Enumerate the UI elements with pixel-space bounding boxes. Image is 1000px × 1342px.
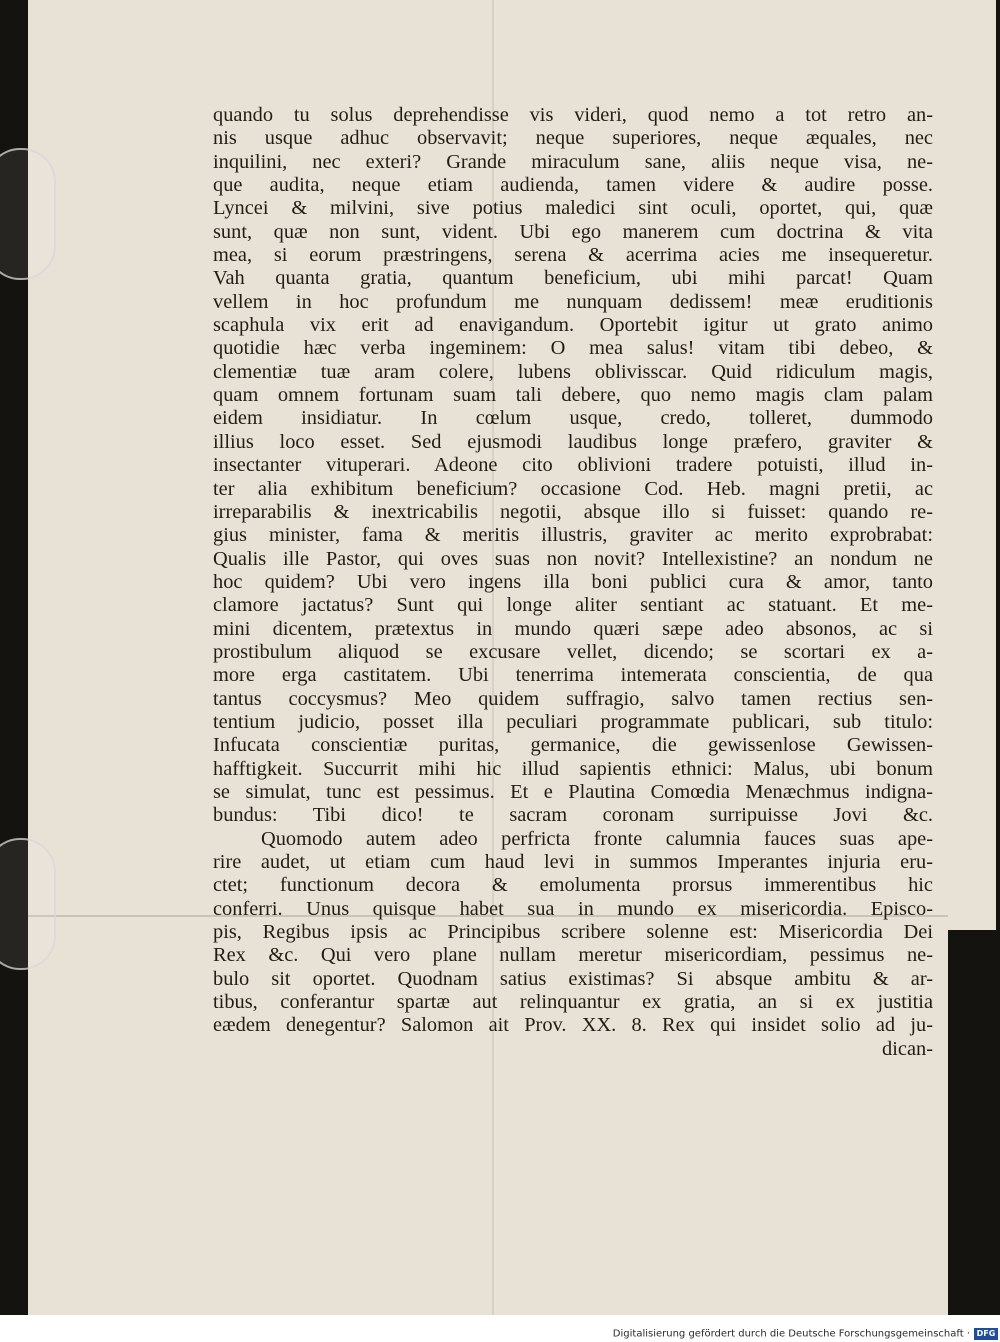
text-line: pis, Regibus ipsis ac Principibus scribere solenne est: Misericordia Dei [213,921,933,944]
text-line: inquilini, nec exteri? Grande miraculum sane, aliis neque visa, ne- [213,150,933,173]
dfg-logo: DFG [974,1328,998,1340]
text-line: eidem insidiatur. In cœlum usque, credo, tolleret, dummodo [213,407,933,430]
text-line: mini dicentem, prætextus in mundo quæri sæpe adeo absonos, ac si [213,617,933,640]
text-line: Vah quanta gratia, quantum beneficium, ubi mihi parcat! Quam [213,267,933,290]
text-line: quando tu solus deprehendisse vis videri, quod nemo a tot retro an- [213,104,933,126]
torn-corner [948,930,1000,1315]
text-line: Qualis ille Pastor, qui oves suas non novit? Intellexistine? an nondum ne [213,547,933,570]
text-line: tentium judicio, posset illa peculiari programmate publicari, sub titulo: [213,710,933,733]
text-line: Rex &c. Qui vero plane nullam meretur misericordiam, pessimus ne- [213,944,933,967]
text-line: hoc quidem? Ubi vero ingens illa boni publici cura & amor, tanto [213,570,933,593]
text-line: bulo sit oportet. Quodnam satius existimas? Si absque ambitu & ar- [213,967,933,990]
text-line: nis usque adhuc observavit; neque superiores, neque æquales, nec [213,127,933,150]
text-line: conferri. Unus quisque habet sua in mundo ex misericordia. Episco- [213,897,933,920]
text-line: mea, si eorum præstringens, serena & acerrima acies me insequeretur. [213,244,933,267]
text-line: quotidie hæc verba ingeminem: O mea salus! vitam tibi debeo, & [213,337,933,360]
text-line: prostibulum aliquod se excusare vellet, dicendo; se scortari ex a- [213,640,933,663]
text-line: Infucata conscientiæ puritas, germanice, die gewissenlose Gewissen- [213,734,933,757]
text-line: gius minister, fama & meritis illustris, graviter ac merito exprobrabat: [213,524,933,547]
paper-clip-icon [0,148,56,280]
text-line: quam omnem fortunam suam tali debere, quo nemo magis clam palam [213,384,933,407]
text-line: tibus, conferantur spartæ aut relinquantur ex gratia, an si ex justitia [213,991,933,1014]
text-line: clementiæ tuæ aram colere, lubens oblivisscar. Quid ridiculum magis, [213,360,933,383]
text-line: illius loco esset. Sed ejusmodi laudibus longe præfero, graviter & [213,430,933,453]
text-line: ctet; functionum decora & emolumenta prorsus immerentibus hic [213,874,933,897]
text-line: bundus: Tibi dico! te sacram coronam surripuisse Jovi &c. [213,804,933,827]
text-line: insectanter vituperari. Adeone cito oblivioni tradere potuisti, illud in- [213,454,933,477]
text-line: clamore jactatus? Sunt qui longe aliter sentiant ac statuant. Et me- [213,594,933,617]
digitization-credit: Digitalisierung gefördert durch die Deutsche Forschungsgemeinschaft · [612,1328,970,1340]
text-line: que audita, neque etiam audienda, tamen videre & audire posse. [213,174,933,197]
document-body [213,104,933,1061]
text-line: sunt, quæ non sunt, vident. Ubi ego manerem cum doctrina & vita [213,220,933,243]
text-line: dican- [882,1037,933,1060]
text-line: eædem denegentur? Salomon ait Prov. XX. 8. Rex qui insidet solio ad ju- [213,1014,933,1037]
text-line: Quomodo autem adeo perfricta fronte calumnia fauces suas ape- [261,827,933,850]
text-line: se simulat, tunc est pessimus. Et e Plautina Comœdia Menæchmus indigna- [213,780,933,803]
text-line: more erga castitatem. Ubi tenerrima intemerata conscientia, de qua [213,664,933,687]
text-line: irreparabilis & inextricabilis negotii, absque illo si fuisset: quando re- [213,500,933,523]
text-line: tantus coccysmus? Meo quidem suffragio, salvo tamen rectius sen- [213,687,933,710]
text-line: hafftigkeit. Succurrit mihi hic illud sapientis ethnici: Malus, ubi bonum [213,757,933,780]
text-line: scaphula vix erit ad enavigandum. Oportebit igitur ut grato animo [213,314,933,337]
text-line: Lyncei & milvini, sive potius maledici sint oculi, oportet, qui, quæ [213,197,933,220]
paper-clip-icon [0,838,56,970]
text-line: vellem in hoc profundum me nunquam dedissem! meæ eruditionis [213,290,933,313]
text-line: ter alia exhibitum beneficium? occasione Cod. Heb. magni pretii, ac [213,477,933,500]
text-line: rire audet, ut etiam cum haud levi in summos Imperantes injuria eru- [213,851,933,873]
